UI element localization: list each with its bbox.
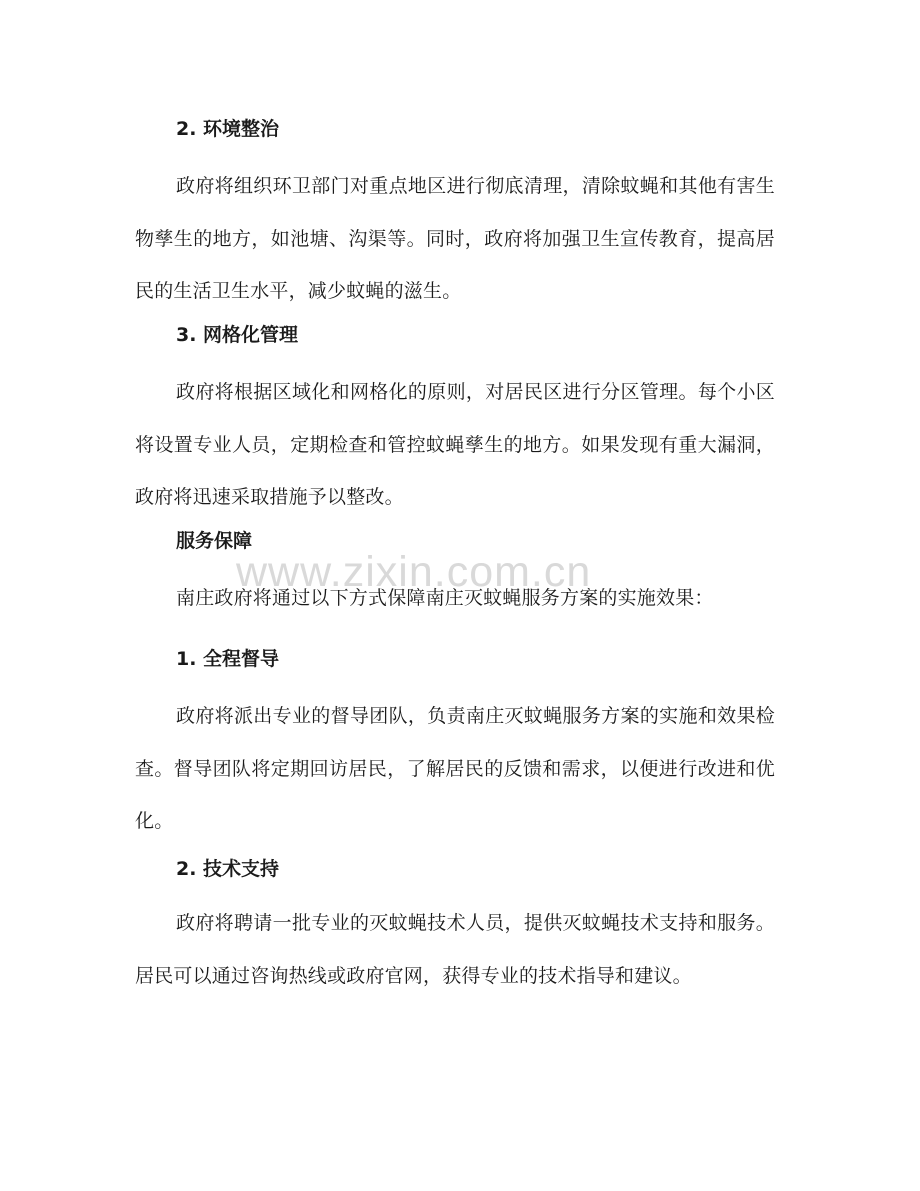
paragraph-environment: 政府将组织环卫部门对重点地区进行彻底清理，清除蚊蝇和其他有害生物孳生的地方，如池塘、沟渠等。同时，政府将加强卫生宣传教育，提高居民的生活卫生水平，减少蚊蝇的滋生。 — [135, 175, 775, 302]
section-heading-environment: 2. 环境整治 — [176, 118, 280, 140]
paragraph-supervision: 政府将派出专业的督导团队，负责南庄灭蚊蝇服务方案的实施和效果检查。督导团队将定期回访居民，了解居民的反馈和需求，以便进行改进和优化。 — [135, 705, 775, 832]
section-heading-grid-management: 3. 网格化管理 — [176, 324, 299, 346]
section-heading-service-guarantee: 服务保障 — [176, 530, 253, 552]
paragraph-service-guarantee: 南庄政府将通过以下方式保障南庄灭蚊蝇服务方案的实施效果： — [176, 587, 714, 609]
watermark: www.zixin.com.cn — [236, 548, 592, 596]
section-heading-technical-support: 2. 技术支持 — [176, 858, 280, 880]
section-heading-supervision: 1. 全程督导 — [176, 648, 280, 670]
paragraph-technical-support: 政府将聘请一批专业的灭蚊蝇技术人员，提供灭蚊蝇技术支持和服务。居民可以通过咨询热线或政府官网，获得专业的技术指导和建议。 — [135, 912, 775, 987]
paragraph-grid-management: 政府将根据区域化和网格化的原则，对居民区进行分区管理。每个小区将设置专业人员，定期检查和管控蚊蝇孳生的地方。如果发现有重大漏洞，政府将迅速采取措施予以整改。 — [135, 381, 775, 508]
